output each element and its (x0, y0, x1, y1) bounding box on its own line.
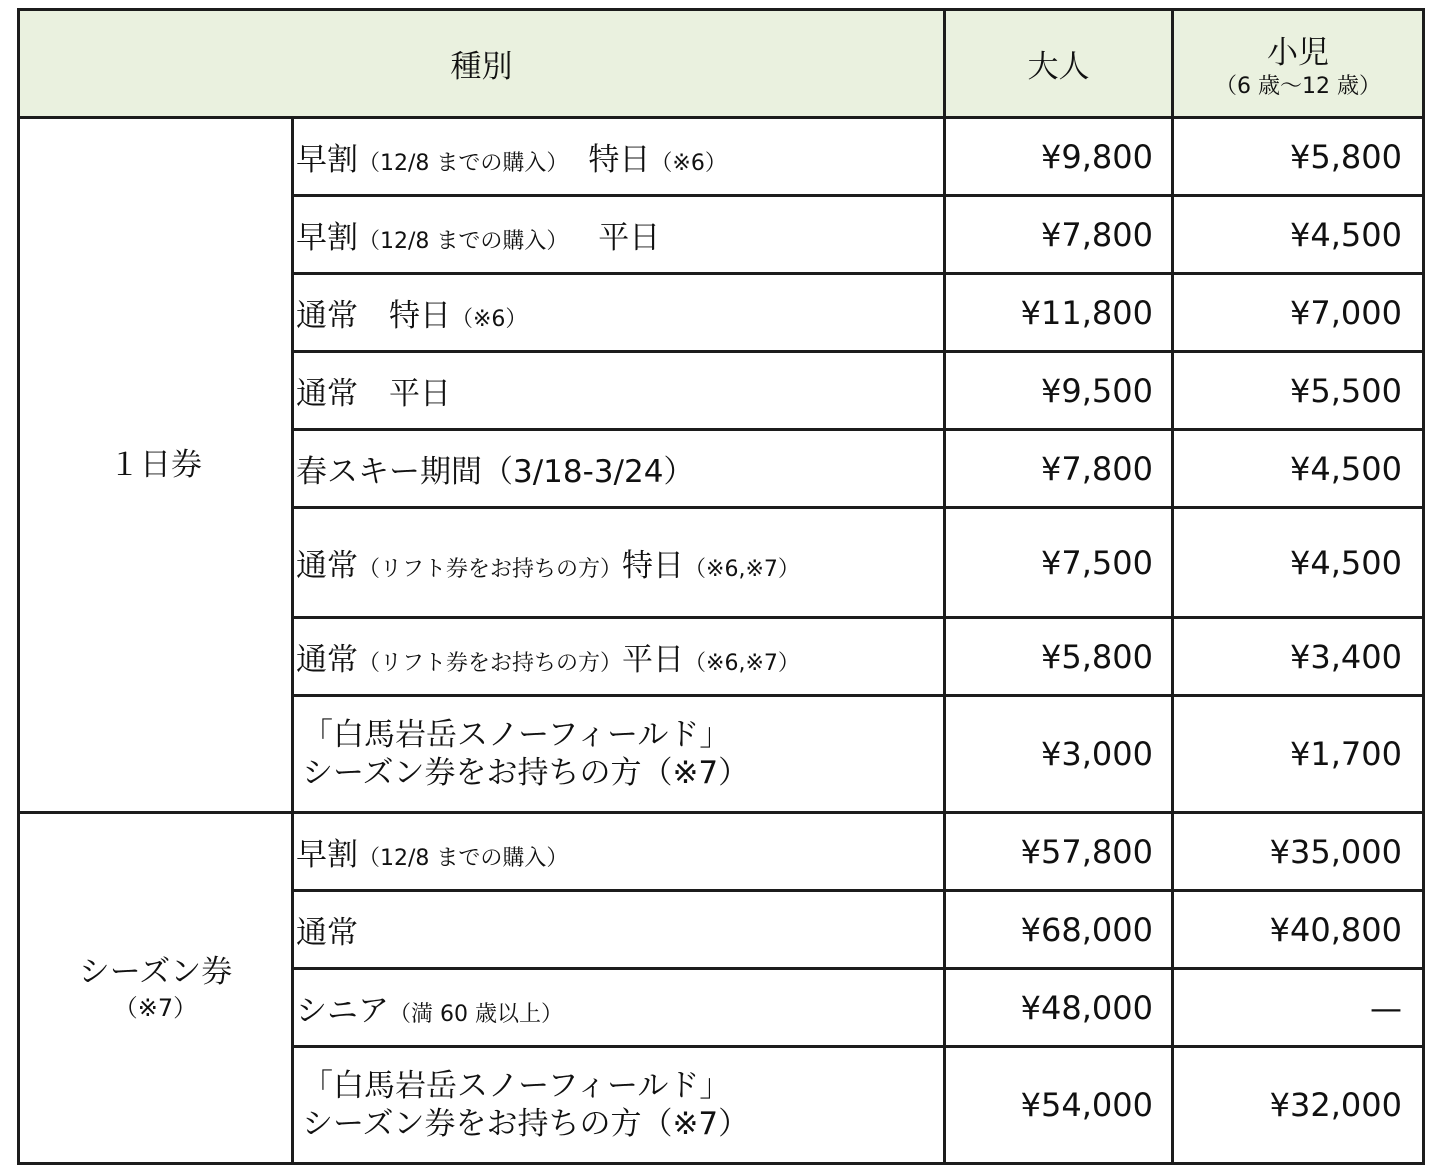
adult-price: ¥7,800 (945, 430, 1173, 508)
child-price: ¥32,000 (1173, 1047, 1424, 1164)
ticket-type-cell (293, 618, 945, 696)
type-label: 通常 (296, 642, 358, 678)
child-price: ¥40,800 (1173, 891, 1424, 969)
adult-price: ¥48,000 (945, 969, 1173, 1047)
type-note: （リフト券をお持ちの方） (358, 651, 623, 676)
type-note: （リフト券をお持ちの方） (358, 557, 623, 582)
ticket-type-cell (293, 969, 945, 1047)
adult-price: ¥3,000 (945, 696, 1173, 813)
type-line-1: 「白馬岩岳スノーフィールド」 (302, 717, 731, 753)
type-label: 早割 (296, 142, 358, 178)
price-table (17, 8, 1425, 1165)
header-adult: 大人 (945, 10, 1173, 118)
child-price: ¥3,400 (1173, 618, 1424, 696)
table-row (19, 118, 1424, 196)
type-note: （満 60 歳以上） (389, 1002, 563, 1027)
type-label-2: 特日 (557, 142, 651, 178)
adult-price: ¥9,500 (945, 352, 1173, 430)
type-label-2: 平日 (557, 220, 661, 256)
adult-price: ¥5,800 (945, 618, 1173, 696)
type-label: 通常 (296, 915, 358, 951)
ticket-type-cell (293, 430, 945, 508)
type-label: 早割 (296, 220, 358, 256)
ticket-type-cell (293, 118, 945, 196)
ticket-type-cell (293, 352, 945, 430)
type-note-2: （※6） (650, 151, 727, 176)
ticket-type-cell (293, 1047, 945, 1164)
type-note-2: （※6,※7） (684, 651, 800, 676)
adult-price: ¥68,000 (945, 891, 1173, 969)
adult-price: ¥7,800 (945, 196, 1173, 274)
type-note: （12/8 までの購入） (358, 846, 569, 871)
child-price: ¥5,500 (1173, 352, 1424, 430)
type-label: 春スキー期間（3/18-3/24） (296, 454, 695, 490)
type-note: （※6） (451, 307, 528, 332)
ticket-type-cell (293, 813, 945, 891)
child-price: ¥7,000 (1173, 274, 1424, 352)
child-price: ¥1,700 (1173, 696, 1424, 813)
category-cell (19, 813, 293, 1164)
table-row (19, 813, 1424, 891)
header-child-label: 小児 (1267, 35, 1329, 71)
child-price: ¥35,000 (1173, 813, 1424, 891)
adult-price: ¥54,000 (945, 1047, 1173, 1164)
type-note: （12/8 までの購入） (358, 229, 558, 254)
type-line-2: シーズン券をお持ちの方（※7） (302, 1106, 750, 1142)
child-price: ¥4,500 (1173, 196, 1424, 274)
type-label: 早割 (296, 837, 358, 873)
category-label: １日券 (109, 447, 202, 483)
type-label: 通常 特日 (296, 298, 451, 334)
header-child-age: （6 歳〜12 歳） (1215, 74, 1381, 99)
adult-price: ¥9,800 (945, 118, 1173, 196)
type-label-2: 特日 (622, 548, 685, 584)
adult-price: ¥11,800 (945, 274, 1173, 352)
header-type: 種別 (19, 10, 945, 118)
ticket-type-cell (293, 891, 945, 969)
child-price: — (1173, 969, 1424, 1047)
type-line-1: 「白馬岩岳スノーフィールド」 (302, 1068, 731, 1104)
child-price: ¥4,500 (1173, 508, 1424, 618)
header-row (19, 10, 1424, 118)
type-line-2: シーズン券をお持ちの方（※7） (302, 755, 750, 791)
type-label-2: 平日 (622, 642, 685, 678)
type-label: シニア (296, 993, 389, 1029)
ticket-type-cell (293, 508, 945, 618)
category-note: （※7） (113, 994, 198, 1022)
child-price: ¥4,500 (1173, 430, 1424, 508)
ticket-type-cell (293, 196, 945, 274)
adult-price: ¥57,800 (945, 813, 1173, 891)
category-cell (19, 118, 293, 813)
ticket-type-cell (293, 696, 945, 813)
ticket-type-cell (293, 274, 945, 352)
adult-price: ¥7,500 (945, 508, 1173, 618)
type-note: （12/8 までの購入） (358, 151, 558, 176)
category-label: シーズン券 (78, 954, 233, 990)
child-price: ¥5,800 (1173, 118, 1424, 196)
type-label: 通常 (296, 548, 358, 584)
type-label: 通常 平日 (296, 376, 451, 412)
type-note-2: （※6,※7） (684, 557, 800, 582)
header-child (1173, 10, 1424, 118)
